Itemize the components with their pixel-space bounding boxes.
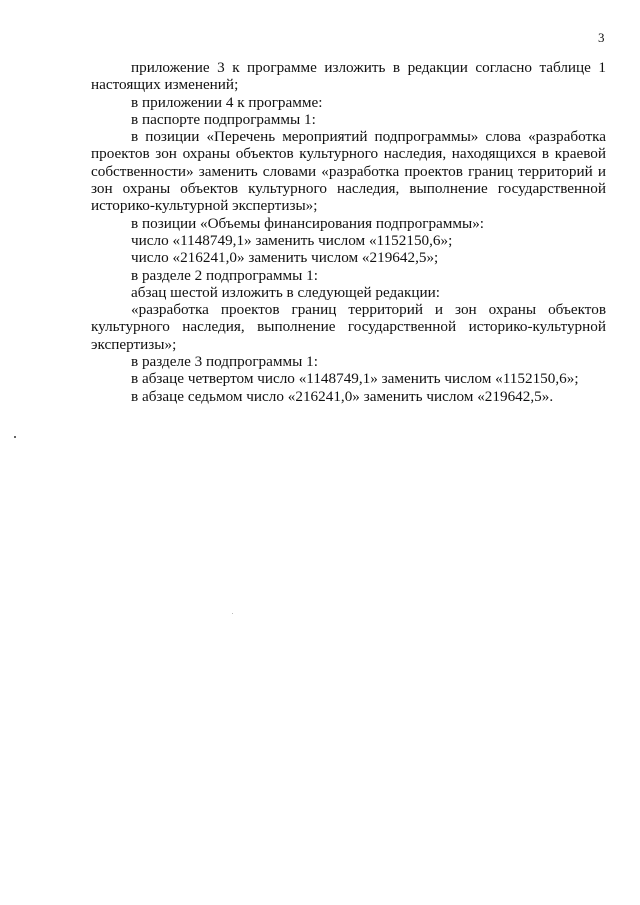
paragraph-new-wording: «разработка проектов границ территорий и зон охраны объектов культурного наследия, выполнение государственной историко-культурной экспертизы»;	[91, 301, 606, 353]
document-body	[91, 59, 606, 405]
paragraph-passport: в паспорте подпрограммы 1:	[131, 110, 316, 128]
paragraph-number-change-1: число «1148749,1» заменить числом «1152150,6»;	[131, 231, 453, 249]
paragraph-section-2: в разделе 2 подпрограммы 1:	[131, 266, 318, 284]
scan-speck-faint	[232, 613, 233, 614]
paragraph-appendix-4: в приложении 4 к программе:	[131, 93, 323, 111]
paragraph-number-change-2: число «216241,0» заменить числом «219642,5»;	[131, 249, 439, 267]
paragraph-measures-list: в позиции «Перечень мероприятий подпрограммы» слова «разработка проектов зон охраны объектов культурного наследия, находящихся в краевой собственности» заменить словами «разработка проектов границ территорий и зон охраны объектов культурного наследия, выполнение государственной историко-культурной экспертизы»;	[91, 128, 606, 215]
page-number: 3	[598, 30, 605, 45]
scan-speck	[14, 436, 16, 438]
paragraph-appendix-3: приложение 3 к программе изложить в редакции согласно таблице 1 настоящих изменений;	[91, 59, 606, 94]
paragraph-seventh-abzac: в абзаце седьмом число «216241,0» заменить числом «219642,5».	[131, 387, 554, 405]
paragraph-sixth-abzac: абзац шестой изложить в следующей редакции:	[131, 283, 440, 301]
paragraph-funding-volumes: в позиции «Объемы финансирования подпрограммы»:	[131, 214, 485, 232]
paragraph-fourth-abzac: в абзаце четвертом число «1148749,1» заменить числом «1152150,6»;	[131, 370, 579, 388]
paragraph-section-3: в разделе 3 подпрограммы 1:	[131, 353, 318, 371]
